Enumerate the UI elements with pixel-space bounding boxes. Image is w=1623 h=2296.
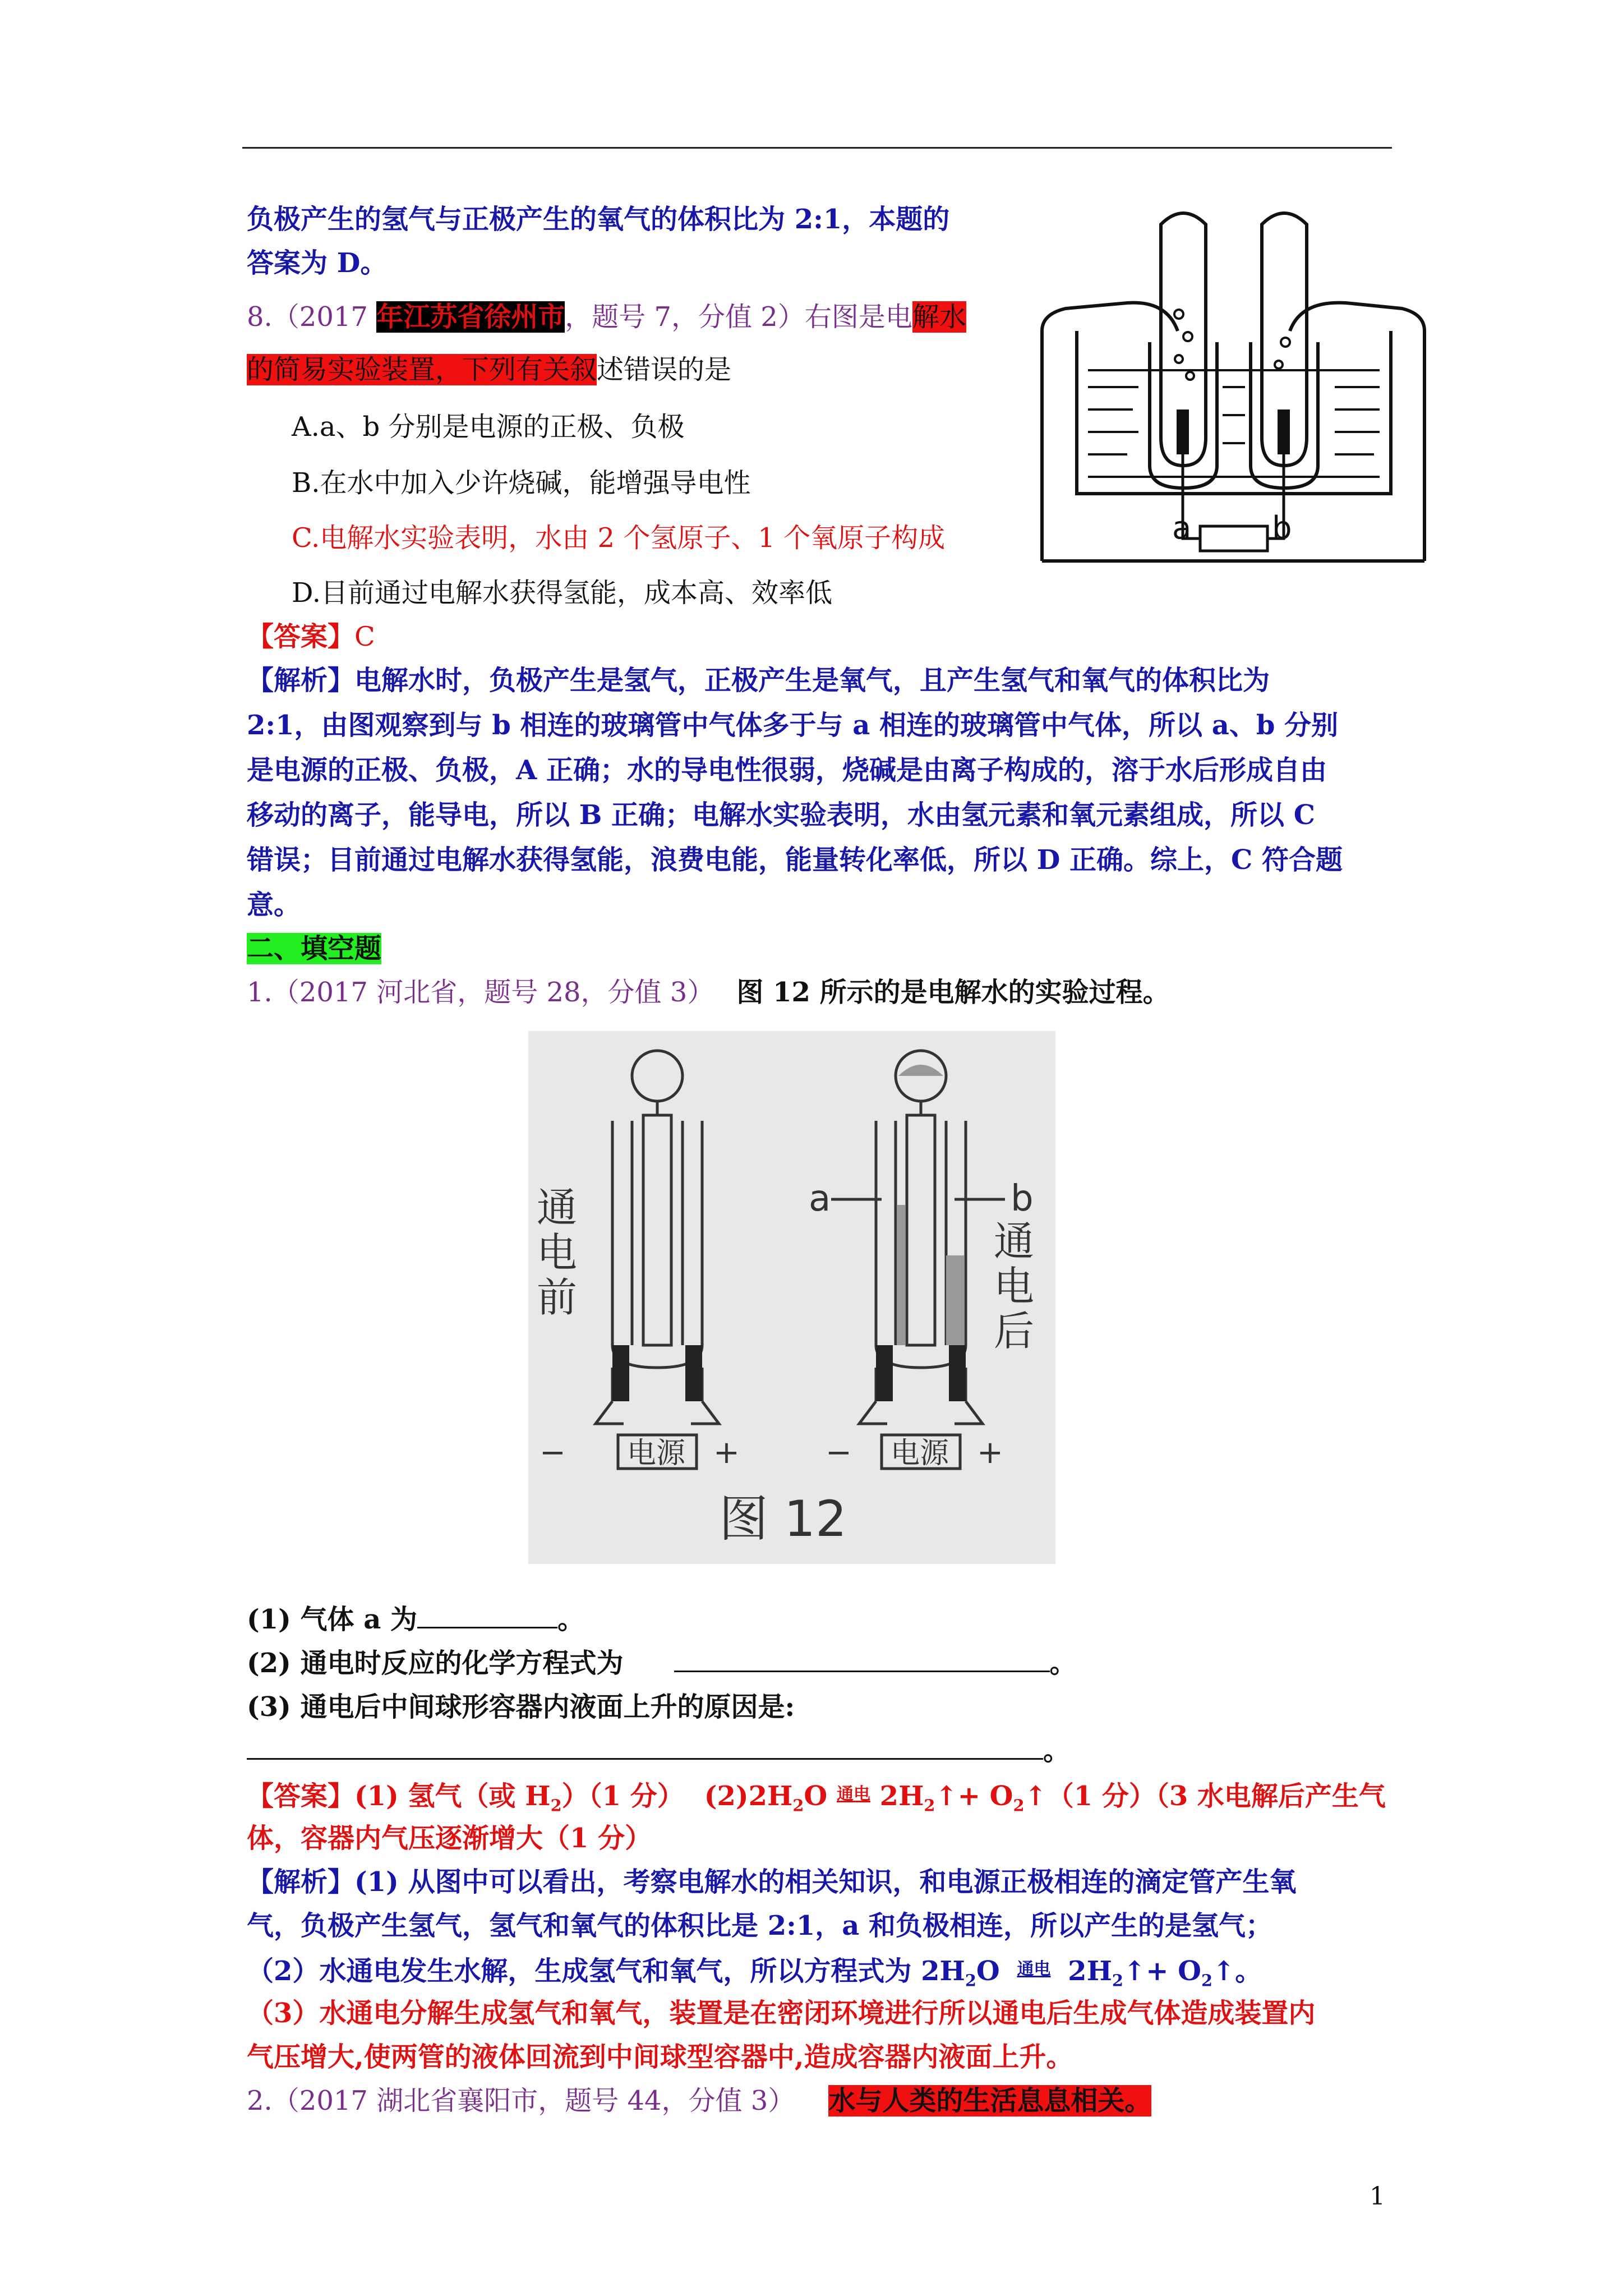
minus-right: − <box>826 1434 852 1471</box>
q8-option-c: C.电解水实验表明，水由 2 个氢原子、1 个氧原子构成 <box>292 522 946 554</box>
figure-12 <box>528 1031 1055 1564</box>
minus-left: − <box>540 1434 566 1471</box>
prev-answer-line1: 负极产生的氢气与正极产生的氧气的体积比为 2:1，本题的 <box>247 204 950 235</box>
plus-right: + <box>977 1434 1003 1471</box>
before-label-char-2: 电 <box>537 1229 578 1276</box>
q8-answer-label: 【答案】 <box>247 621 355 652</box>
q8-analysis-line5: 错误；目前通过电解水获得氢能，浪费电能，能量转化率低，所以 D 正确。综上，C 符合题 <box>247 844 1343 876</box>
q1-answer-condition: 通电 <box>836 1784 870 1804</box>
section-title: 二、填空题 <box>247 933 382 964</box>
q8-analysis-line1: 【解析】电解水时，负极产生是氢气，正极产生是氧气，且产生氢气和氧气的体积比为 <box>247 665 1270 696</box>
q1-analysis-line5: 气压增大,使两管的液体回流到中间球型容器中,造成容器内液面上升。 <box>247 2041 1073 2073</box>
page-number: 1 <box>1370 2182 1385 2211</box>
q1-analysis-line2: 气，负极产生氢气，氢气和氧气的体积比是 2:1，a 和负极相连，所以产生的是氢气； <box>247 1910 1273 1941</box>
q8-option-a: A.a、b 分别是电源的正极、负极 <box>292 411 685 443</box>
after-label-char-2: 电 <box>994 1263 1035 1310</box>
q8-option-d: D.目前通过电解水获得氢能，成本高、效率低 <box>292 577 833 609</box>
q1-analysis-line1: 【解析】(1) 从图中可以看出，考察电解水的相关知识，和电源正极相连的滴定管产生氧 <box>247 1866 1297 1898</box>
before-label-char-1: 通 <box>537 1184 578 1231</box>
q8-heading <box>247 295 966 339</box>
q8-prefix: 8.（2017 <box>247 301 377 333</box>
figure-label-a: a <box>1172 510 1192 546</box>
q8-analysis-line3: 是电源的正极、负极，A 正确；水的导电性很弱，烧碱是由离子构成的，溶于水后形成自由 <box>247 754 1327 786</box>
figure12-caption: 图 12 <box>719 1490 847 1548</box>
q2-source: 2.（2017 湖北省襄阳市，题号 44，分值 3） <box>247 2085 795 2116</box>
q1-stem: 图 12 所示的是电解水的实验过程。 <box>736 977 1170 1008</box>
q2-stem: 水与人类的生活息息相关。 <box>828 2085 1152 2116</box>
figure-12-drawing <box>528 1031 1055 1564</box>
q1-sub1-blank[interactable] <box>417 1627 557 1628</box>
q8-analysis-line4: 移动的离子，能导电，所以 B 正确；电解水实验表明，水由氢元素和氧元素组成，所以 C <box>247 799 1315 831</box>
header-rule <box>242 147 1392 149</box>
q1-source: 1.（2017 河北省，题号 28，分值 3） <box>247 977 714 1008</box>
q8-answer <box>247 615 375 659</box>
q1-sub3: (3) 通电后中间球形容器内液面上升的原因是: <box>247 1691 795 1723</box>
prev-answer-line2: 答案为 D。 <box>247 247 388 279</box>
q1-sub3-blank[interactable] <box>247 1758 1043 1760</box>
q8-analysis-line6: 意。 <box>247 889 301 921</box>
q8-option-b: B.在水中加入少许烧碱，能增强导电性 <box>292 467 751 499</box>
q8-mid: ，题号 7，分值 2）右图是电 <box>565 301 912 333</box>
after-label-char-1: 通 <box>994 1218 1035 1265</box>
q8-analysis-label: 【解析】 <box>247 665 355 696</box>
q8-highlight-province: 年江苏省徐州市 <box>376 301 565 333</box>
after-label-char-3: 后 <box>994 1308 1035 1355</box>
power-label-left: 电源 <box>627 1437 686 1470</box>
q1-answer-line1: 【答案】(1) 氢气（或 $H_2)(1$ 分） $(2)2H_2O$ 通电 $2H_2↑+$ $O_2↑(1$ 分）（3 水电解后产生气 <box>247 1773 1386 1828</box>
q1-sub1: (1) 气体 a 为 。 <box>247 1604 585 1635</box>
q1-answer-line2: 体，容器内气压逐渐增大（1 分） <box>247 1823 652 1854</box>
figure12-label-b: b <box>1011 1178 1034 1220</box>
q1-sub3-line: 。 <box>247 1729 1070 1773</box>
q1-heading <box>247 970 1170 1014</box>
before-label-char-3: 前 <box>537 1274 578 1321</box>
q8-highlight-3: 的简易实验装置，下列有关叙 <box>247 354 597 385</box>
q1-analysis-line3: （2）水通电发生水解，生成氢气和氧气，所以方程式为 $2H_2O$ 通电 $2H_2↑+$ $O_2↑$。 <box>247 1948 1262 2003</box>
q1-analysis-line4: （3）水通电分解生成氢气和氧气，装置是在密闭环境进行所以通电后生成气体造成装置内 <box>247 1998 1316 2029</box>
q8-highlight-2: 解水 <box>912 301 966 333</box>
electrolysis-apparatus-figure <box>1032 202 1436 572</box>
q8-tail: 述错误的是 <box>597 354 732 385</box>
plus-left: + <box>713 1434 740 1471</box>
q8-answer-value: C <box>354 621 375 652</box>
q8-heading-line2 <box>247 348 731 392</box>
figure12-label-a: a <box>809 1178 831 1220</box>
q1-analysis-condition: 通电 <box>1017 1959 1051 1979</box>
power-label-right: 电源 <box>891 1437 949 1470</box>
q1-sub2-blank[interactable] <box>674 1671 1050 1672</box>
figure-label-b: b <box>1272 510 1292 546</box>
q8-analysis-line2: 2:1，由图观察到与 b 相连的玻璃管中气体多于与 a 相连的玻璃管中气体，所以 a、b 分别 <box>247 710 1339 741</box>
q2-heading <box>247 2079 1151 2123</box>
q1-sub2: (2) 通电时反应的化学方程式为 。 <box>247 1648 1077 1679</box>
